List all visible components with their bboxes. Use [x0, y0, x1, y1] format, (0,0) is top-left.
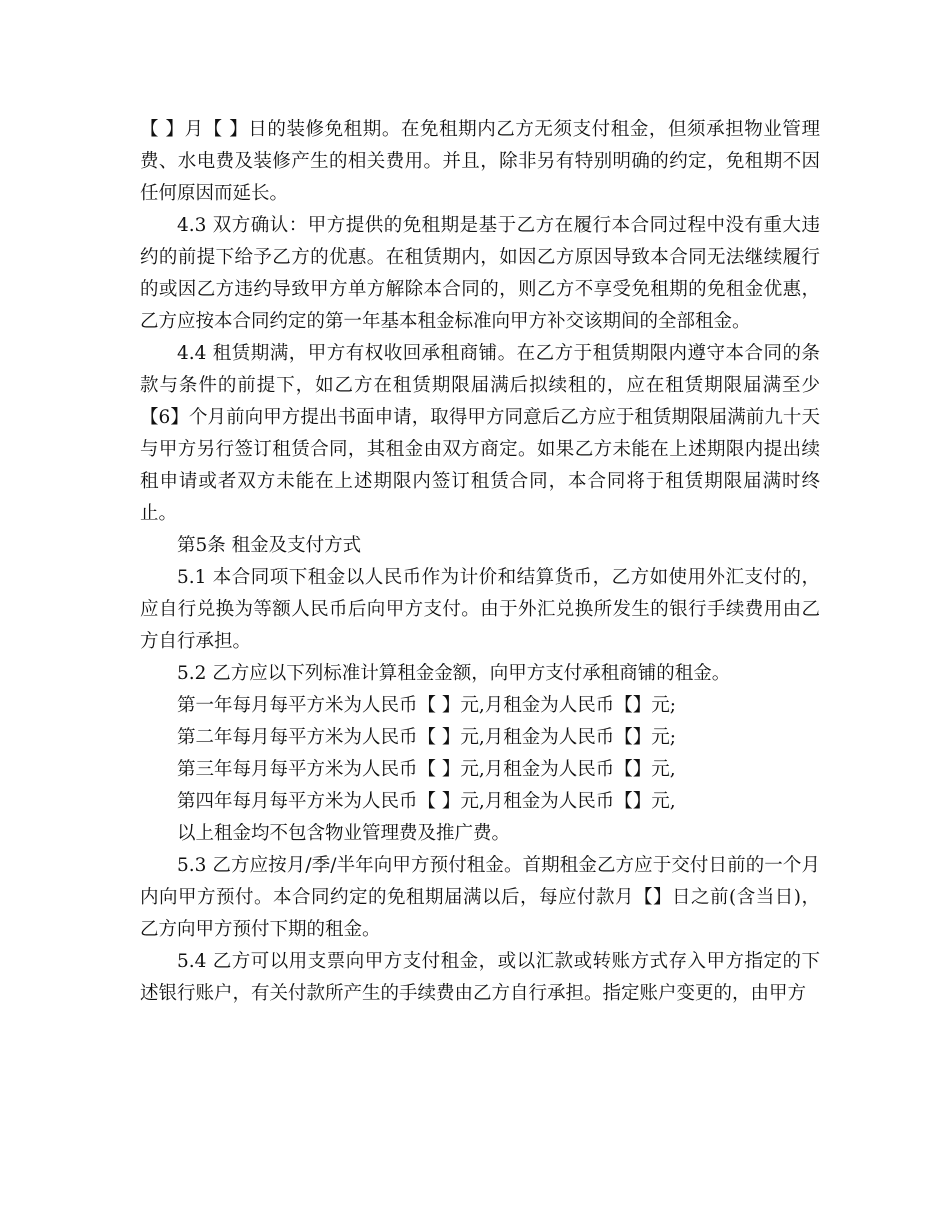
- paragraph-5-1: 5.1 本合同项下租金以人民币作为计价和结算货币，乙方如使用外汇支付的，应自行兑换为等额人民币后向甲方支付。由于外汇兑换所发生的银行手续费用由乙方自行承担。: [140, 567, 820, 652]
- rent-line-year-3: 第三年每月每平方米为人民币【 】元,月租金为人民币【】元,: [177, 759, 676, 780]
- paragraph-4-3: 4.3 双方确认：甲方提供的免租期是基于乙方在履行本合同过程中没有重大违约的前提下给予乙方的优惠。在租赁期内，如因乙方原因导致本合同无法继续履行的或因乙方违约导致甲方单方解除本合同的，则乙方不享受免租期的免租金优惠，乙方应按本合同约定的第一年基本租金标准向甲方补交该期间的全部租金。: [140, 215, 820, 332]
- rent-line-year-4: 第四年每月每平方米为人民币【 】元,月租金为人民币【】元,: [177, 791, 676, 812]
- rent-line-year-1: 第一年每月每平方米为人民币【 】元,月租金为人民币【】元;: [177, 695, 676, 716]
- section-heading-article-5: 第5条 租金及支付方式: [177, 535, 362, 556]
- paragraph-5-4: 5.4 乙方可以用支票向甲方支付租金，或以汇款或转账方式存入甲方指定的下述银行账户，有关付款所产生的手续费由乙方自行承担。指定账户变更的，由甲方: [140, 951, 820, 1004]
- paragraph-5-2: 5.2 乙方应以下列标准计算租金金额，向甲方支付承租商铺的租金。: [177, 663, 731, 684]
- rent-note: 以上租金均不包含物业管理费及推广费。: [177, 823, 511, 844]
- paragraph-5-3: 5.3 乙方应按月/季/半年向甲方预付租金。首期租金乙方应于交付日前的一个月内向甲方预付。本合同约定的免租期届满以后，每应付款月【】日之前(含当日)，乙方向甲方预付下期的租金。: [140, 855, 820, 940]
- paragraph-4-4: 4.4 租赁期满，甲方有权收回承租商铺。在乙方于租赁期限内遵守本合同的条款与条件的前提下，如乙方在租赁期限届满后拟续租的，应在租赁期限届满至少【6】个月前向甲方提出书面申请，取得甲方同意后乙方应于租赁期限届满前九十天与甲方另行签订租赁合同，其租金由双方商定。如果乙方未能在上述期限内提出续租申请或者双方未能在上述期限内签订租赁合同，本合同将于租赁期限届满时终止。: [140, 343, 820, 524]
- document-body: [140, 114, 820, 1010]
- paragraph-rent-free-period: 【 】月【 】日的装修免租期。在免租期内乙方无须支付租金，但须承担物业管理费、水电费及装修产生的相关费用。并且，除非另有特别明确的约定，免租期不因任何原因而延长。: [140, 119, 820, 204]
- rent-line-year-2: 第二年每月每平方米为人民币【 】元,月租金为人民币【】元;: [177, 727, 676, 748]
